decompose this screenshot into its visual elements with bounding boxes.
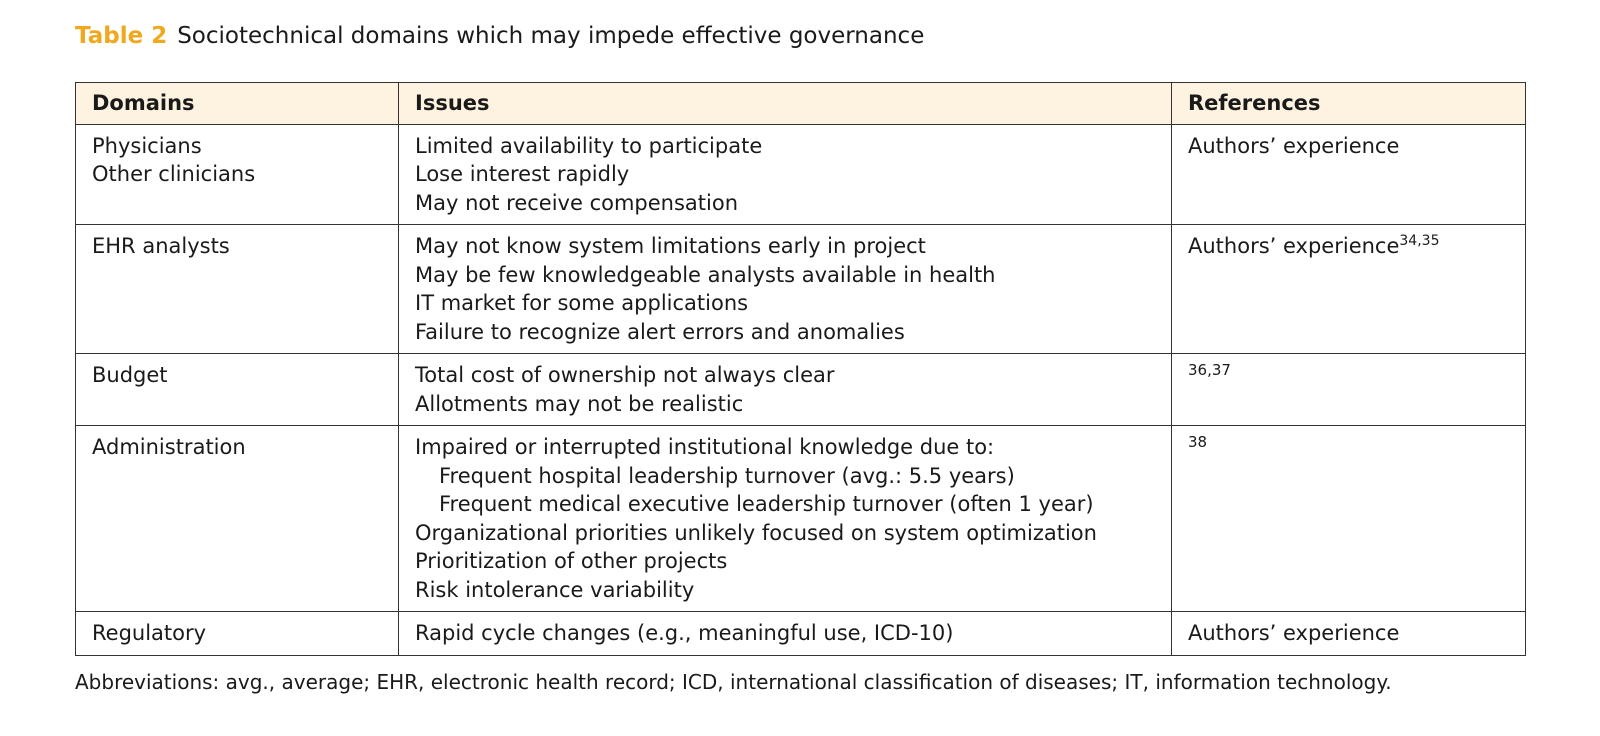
domain-label: Physicians [92, 133, 202, 158]
issues-cell [399, 612, 1172, 656]
issue-item: Impaired or interrupted institutional knowledge due to: [415, 435, 995, 459]
domain-cell [76, 426, 399, 612]
issue-item: Risk intolerance variability [415, 577, 695, 602]
header-issues: Issues [399, 83, 1172, 125]
issue-item: May not receive compensation [415, 190, 739, 215]
issues-cell [399, 426, 1172, 612]
issue-item: Rapid cycle changes (e.g., meaningful use, ICD-10) [415, 621, 954, 645]
governance-table [75, 82, 1526, 656]
table-title: Sociotechnical domains which may impede effective governance [177, 23, 925, 49]
issues-cell [399, 225, 1172, 354]
table-body [76, 124, 1526, 655]
table-label: Table 2 [75, 23, 168, 49]
table-caption [75, 20, 924, 52]
domain-label: Regulatory [92, 621, 207, 645]
reference-text: Authors’ experience [1188, 234, 1400, 258]
issue-item: IT market for some applications [415, 291, 749, 315]
issue-item: Limited availability to participate [415, 133, 763, 158]
table-row [76, 612, 1526, 656]
issues-cell [399, 124, 1172, 225]
issue-item: Failure to recognize alert errors and anomalies [415, 319, 905, 344]
issue-item: Organizational priorities unlikely focused on system optimization [415, 520, 1097, 545]
issue-item: Lose interest rapidly [415, 162, 630, 186]
abbreviations-footnote: Abbreviations: avg., average; EHR, electronic health record; ICD, international classification of diseases; IT, information technology. [75, 670, 1392, 694]
issue-item: Total cost of ownership not always clear [415, 363, 835, 387]
references-cell [1172, 124, 1526, 225]
issue-item: Frequent medical executive leadership turnover (often 1 year) [439, 492, 1094, 516]
issue-item: Frequent hospital leadership turnover (avg.: 5.5 years) [439, 463, 1015, 488]
table-row [76, 124, 1526, 225]
header-references: References [1172, 83, 1526, 125]
reference-citation: 34,35 [1399, 233, 1440, 249]
header-domains: Domains [76, 83, 399, 125]
issue-item: Allotments may not be realistic [415, 391, 744, 416]
references-cell [1172, 354, 1526, 426]
reference-citation: 38 [1188, 433, 1208, 451]
issue-item: May be few knowledgeable analysts available in health [415, 262, 996, 287]
domain-label: EHR analysts [92, 234, 230, 258]
issue-item: Prioritization of other projects [415, 549, 728, 573]
domain-cell [76, 124, 399, 225]
issue-item: May not know system limitations early in project [415, 234, 926, 258]
table-row [76, 354, 1526, 426]
domain-label: Other clinicians [92, 162, 256, 186]
references-cell [1172, 612, 1526, 656]
domain-cell [76, 225, 399, 354]
reference-citation: 36,37 [1188, 361, 1231, 379]
domain-label: Administration [92, 435, 246, 459]
domain-label: Budget [92, 363, 168, 387]
references-cell [1172, 426, 1526, 612]
domain-cell [76, 612, 399, 656]
issues-cell [399, 354, 1172, 426]
domain-cell [76, 354, 399, 426]
table-header-row [76, 83, 1526, 125]
references-cell [1172, 225, 1526, 354]
table-row [76, 426, 1526, 612]
table-row [76, 225, 1526, 354]
reference-text: Authors’ experience [1188, 621, 1400, 645]
reference-text: Authors’ experience [1188, 133, 1400, 158]
